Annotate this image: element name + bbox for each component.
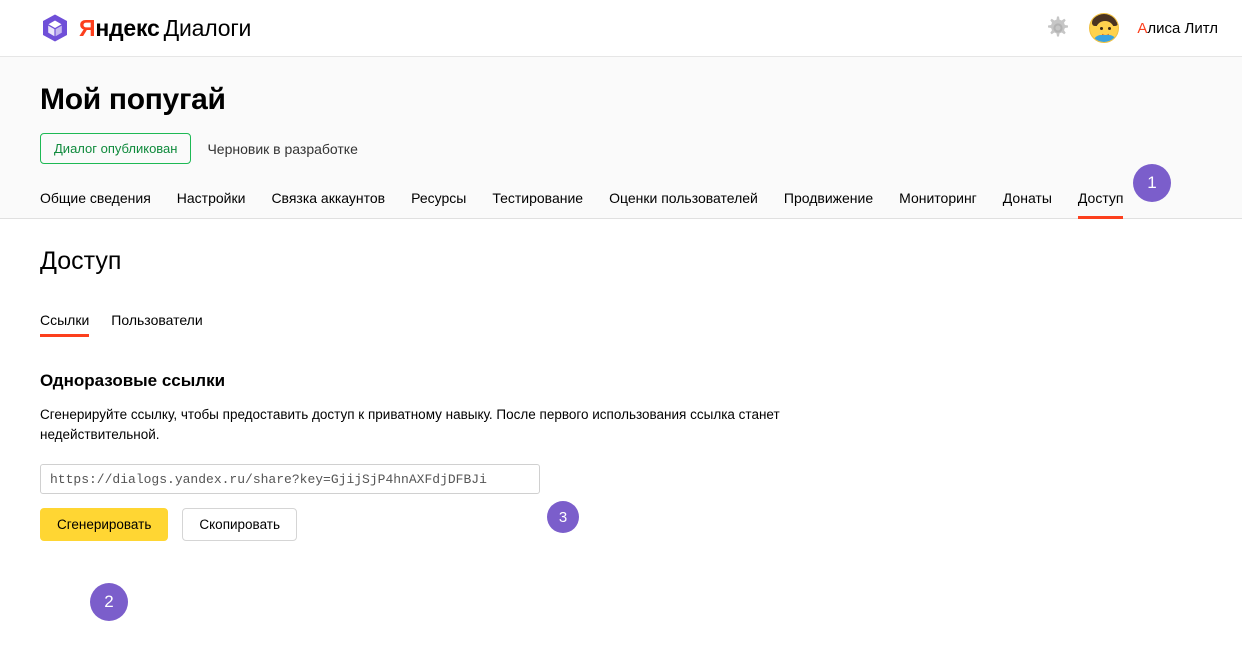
avatar[interactable] (1089, 13, 1119, 43)
top-bar (0, 0, 1242, 57)
tab-resources[interactable]: Ресурсы (411, 190, 467, 206)
subtab-links[interactable]: Ссылки (40, 312, 89, 337)
annotation-badge-3: 3 (547, 501, 579, 533)
tab-promotion[interactable]: Продвижение (783, 190, 874, 206)
annotation-badge-2: 2 (90, 583, 128, 621)
status-row (40, 133, 1202, 164)
tab-access[interactable]: Доступ (1078, 190, 1124, 218)
tab-testing[interactable]: Тестирование (492, 190, 584, 206)
access-subtabs (40, 312, 1202, 337)
tab-account-linking[interactable]: Связка аккаунтов (271, 190, 386, 206)
tab-monitoring[interactable]: Мониторинг (899, 190, 977, 206)
share-link-input[interactable] (40, 464, 540, 494)
user-name-rest: лиса Литл (1147, 19, 1218, 37)
tab-general[interactable]: Общие сведения (40, 190, 151, 206)
status-badge: Диалог опубликован (40, 133, 191, 164)
page-header (0, 57, 1242, 219)
tab-donations[interactable]: Донаты (1002, 190, 1052, 206)
annotation-badge-1: 1 (1133, 164, 1171, 202)
yandex-dialogs-logo-icon (40, 13, 70, 43)
user-name-initial: А (1137, 19, 1148, 37)
logo-product: Диалоги (163, 14, 252, 41)
logo-brand-initial: Я (79, 14, 96, 41)
section-title: Доступ (40, 247, 122, 275)
gear-icon[interactable] (1045, 15, 1071, 41)
generate-button[interactable]: Сгенерировать (40, 508, 168, 541)
topbar-right-group (1045, 13, 1218, 43)
link-actions (40, 508, 1202, 541)
one-time-links-title: Одноразовые ссылки (40, 371, 226, 390)
subtab-users[interactable]: Пользователи (111, 312, 203, 328)
draft-status-text: Черновик в разработке (207, 140, 358, 157)
logo-text (79, 15, 251, 42)
logo-brand-rest: ндекс (95, 14, 160, 41)
tab-user-ratings[interactable]: Оценки пользователей (609, 190, 758, 206)
main-tabs (40, 190, 1202, 218)
page-title: Мой попугай (40, 83, 226, 116)
one-time-links-description: Сгенерируйте ссылку, чтобы предоставить доступ к приватному навыку. После первого использования ссылка станет недействительной. (40, 407, 780, 442)
main-content (0, 219, 1242, 541)
user-name[interactable] (1137, 20, 1218, 37)
tab-settings[interactable]: Настройки (176, 190, 246, 206)
copy-button[interactable]: Скопировать (182, 508, 297, 541)
logo-group[interactable] (40, 13, 251, 43)
